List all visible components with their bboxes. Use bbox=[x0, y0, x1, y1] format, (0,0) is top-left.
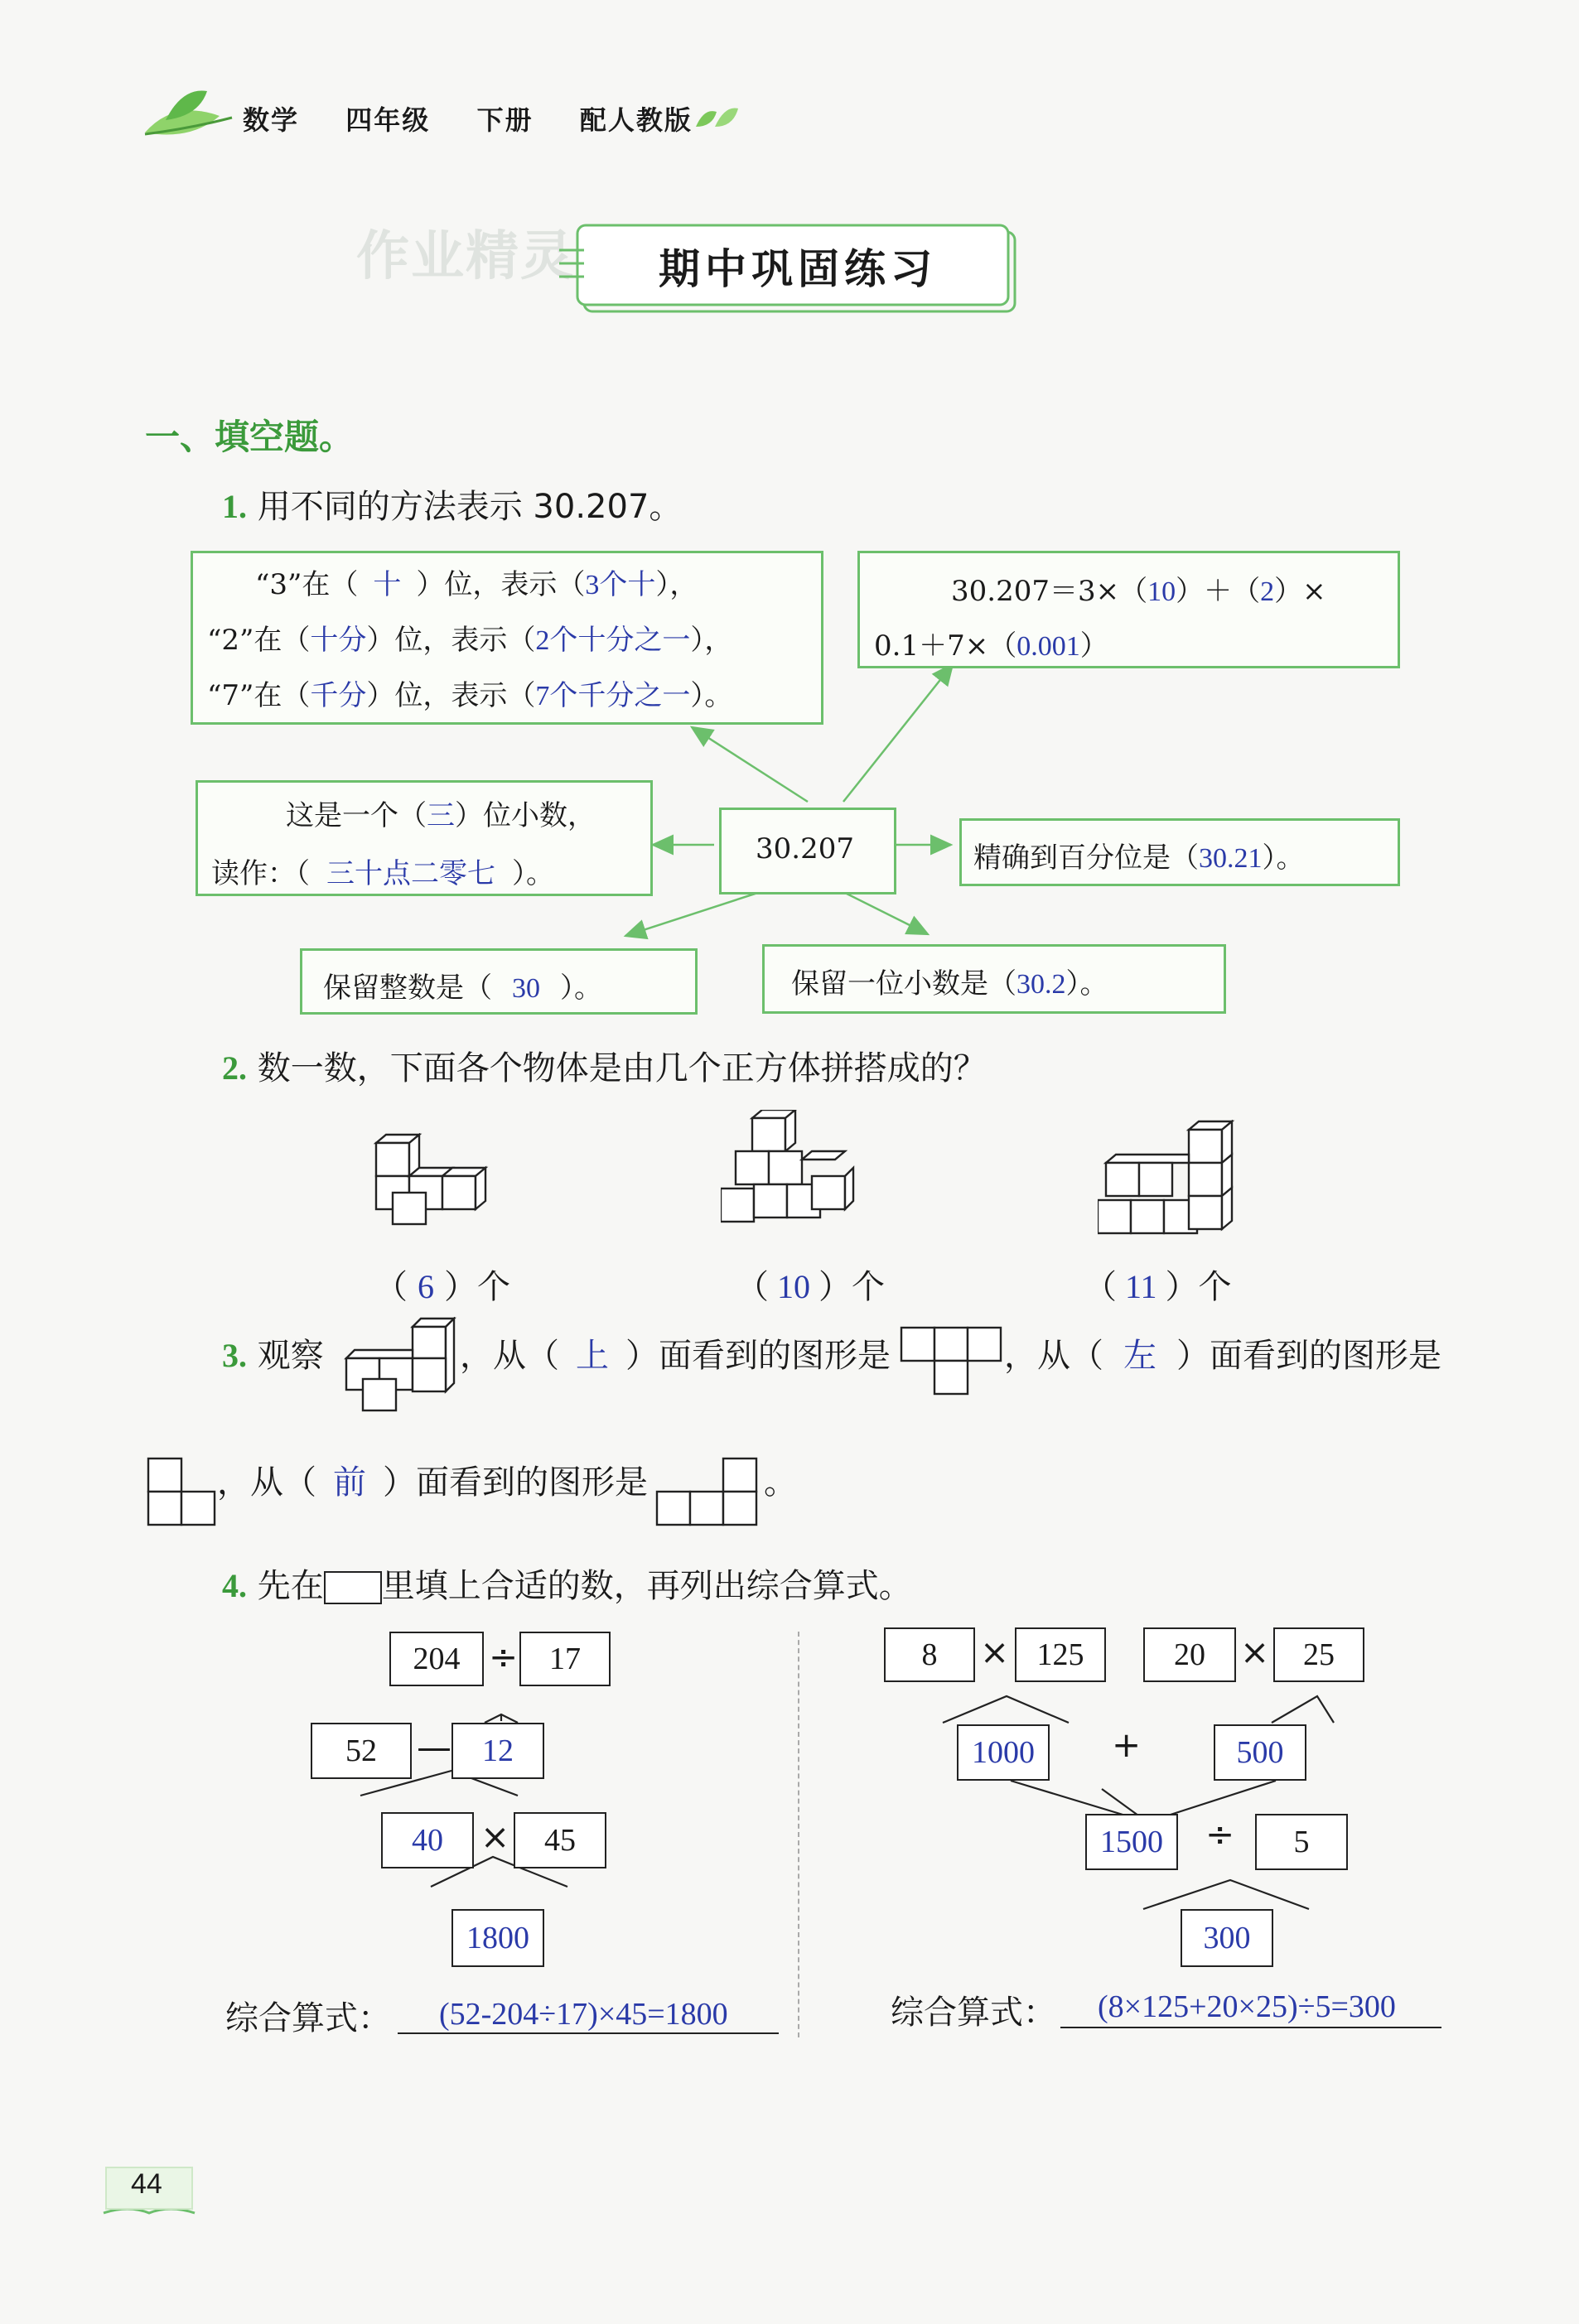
q4r-op-2: × bbox=[1240, 1632, 1270, 1672]
text: ）位，表示（ bbox=[416, 568, 586, 601]
q1-round-integer bbox=[323, 965, 602, 1005]
q1-center-number: 30.207 bbox=[756, 832, 854, 865]
header-grade: 四年级 bbox=[345, 104, 431, 136]
q4r-box-7: 1500 bbox=[1085, 1814, 1178, 1870]
answer: 6 bbox=[418, 1268, 434, 1305]
q1-expand-line-2 bbox=[874, 623, 1108, 663]
text: ）＋（ bbox=[1176, 575, 1261, 608]
text: ，从（ bbox=[1004, 1337, 1103, 1375]
text: ）， bbox=[690, 624, 733, 657]
answer: 左 bbox=[1123, 1337, 1156, 1374]
q4l-op-1: ÷ bbox=[489, 1637, 519, 1677]
q1-arrows bbox=[0, 0, 1579, 1077]
section-heading: 一、填空题。 bbox=[145, 417, 355, 457]
text: “3”在（ bbox=[255, 568, 359, 601]
answer: 10 bbox=[777, 1268, 810, 1305]
answer: 2 bbox=[1260, 576, 1275, 607]
cube-figure-3 bbox=[1098, 1120, 1247, 1252]
answer: 前 bbox=[333, 1463, 366, 1501]
answer: 30.21 bbox=[1199, 843, 1263, 874]
answer: 十分 bbox=[310, 625, 367, 656]
text: （ bbox=[374, 1268, 408, 1306]
q4l-box-3: 52 bbox=[311, 1723, 412, 1779]
answer: 十 bbox=[373, 570, 402, 600]
q3-sentence-3 bbox=[217, 1456, 648, 1503]
q1-expand-line-1 bbox=[951, 568, 1326, 609]
q1-digits-line-2 bbox=[211, 851, 554, 891]
q4r-box-8: 5 bbox=[1255, 1814, 1348, 1870]
answer: 30.2 bbox=[1016, 969, 1066, 1000]
answer: (8×125+20×25)÷5=300 bbox=[1098, 1989, 1396, 2024]
text: “2”在（ bbox=[207, 624, 311, 657]
q4r-op-1: × bbox=[980, 1632, 1010, 1672]
watermark: 作业精灵 bbox=[356, 226, 575, 287]
text: 保留一位小数是（ bbox=[791, 967, 1016, 1000]
q4l-box-7: 1800 bbox=[451, 1909, 544, 1967]
text: ）。 bbox=[1065, 967, 1108, 1000]
q3-label bbox=[222, 1329, 324, 1377]
q4l-box-4: 12 bbox=[451, 1723, 544, 1779]
q4r-formula bbox=[1060, 1984, 1441, 2028]
text: ）面看到的图形是 bbox=[1176, 1337, 1441, 1375]
text: ）个 bbox=[818, 1268, 885, 1306]
text: ）。 bbox=[690, 679, 733, 712]
q4r-box-1: 8 bbox=[884, 1627, 975, 1682]
q1-round-hundredth bbox=[973, 835, 1305, 875]
text: （ bbox=[736, 1268, 769, 1306]
q4r-box-6: 500 bbox=[1214, 1724, 1306, 1781]
cube-figure-1 bbox=[365, 1133, 505, 1241]
answer: (52-204÷17)×45=1800 bbox=[439, 1997, 728, 2032]
answer: 上 bbox=[576, 1337, 609, 1374]
q1-place-line-3 bbox=[207, 673, 732, 713]
q3-number: 3. bbox=[222, 1337, 247, 1374]
q2-text: 数一数，下面各个物体是由几个正方体拼搭成的？ bbox=[257, 1049, 987, 1087]
q3-text-a: 观察 bbox=[257, 1337, 324, 1375]
q3-sentence-2 bbox=[1004, 1329, 1441, 1377]
header-subject: 数学 bbox=[243, 104, 300, 136]
text: ）。 bbox=[560, 972, 602, 1005]
text: ）× bbox=[1274, 575, 1326, 608]
q4l-box-5: 40 bbox=[381, 1812, 474, 1868]
q2-answer-3 bbox=[1084, 1261, 1232, 1308]
q4r-box-3: 20 bbox=[1143, 1627, 1236, 1682]
q4-number: 4. bbox=[222, 1567, 247, 1604]
q4r-box-5: 1000 bbox=[957, 1724, 1050, 1781]
text: ）， bbox=[655, 568, 698, 601]
q4l-box-2: 17 bbox=[519, 1632, 611, 1686]
text: 保留整数是（ bbox=[323, 972, 492, 1005]
header-volume: 下册 bbox=[476, 104, 534, 136]
q4l-box-1: 204 bbox=[389, 1632, 484, 1686]
q3-top-view bbox=[899, 1325, 1007, 1408]
q2-number: 2. bbox=[222, 1049, 247, 1087]
q3-solid-figure bbox=[338, 1317, 462, 1420]
text: 里填上合适的数，再列出综合算式。 bbox=[381, 1567, 912, 1605]
q4r-box-2: 125 bbox=[1015, 1627, 1106, 1682]
q3-front-view bbox=[654, 1456, 766, 1531]
q3-sentence-1 bbox=[460, 1329, 891, 1377]
text: 先在 bbox=[257, 1567, 324, 1605]
text: “7”在（ bbox=[207, 679, 311, 712]
answer: 0.001 bbox=[1016, 631, 1080, 662]
text: ）位小数， bbox=[455, 799, 596, 832]
q4r-op-3: + bbox=[1112, 1724, 1142, 1765]
q4l-op-2: — bbox=[417, 1727, 451, 1767]
q2-answer-1 bbox=[374, 1261, 510, 1308]
q4l-op-3: × bbox=[480, 1816, 510, 1857]
text: ）个 bbox=[1165, 1268, 1232, 1306]
text: 精确到百分位是（ bbox=[973, 841, 1199, 875]
answer: 11 bbox=[1125, 1268, 1157, 1305]
q1-place-line-1 bbox=[255, 562, 698, 602]
answer: 三 bbox=[427, 801, 455, 832]
text: 30.207＝3×（ bbox=[951, 575, 1148, 608]
text: 0.1＋7×（ bbox=[874, 629, 1017, 663]
q1-text: 用不同的方法表示 30.207。 bbox=[257, 488, 683, 526]
q4l-box-6: 45 bbox=[514, 1812, 606, 1868]
answer: 千分 bbox=[310, 681, 367, 711]
answer: 三十点二零七 bbox=[326, 859, 495, 890]
text: ）。 bbox=[1262, 841, 1305, 875]
q1-round-tenth bbox=[791, 961, 1108, 1001]
q2-prompt bbox=[222, 1042, 987, 1089]
q3-end: 。 bbox=[764, 1463, 797, 1502]
text: ）个 bbox=[444, 1268, 510, 1306]
q2-answer-2 bbox=[736, 1261, 885, 1308]
text: ）位，表示（ bbox=[366, 679, 536, 712]
q4l-formula-label: 综合算式： bbox=[225, 1999, 391, 2037]
answer: 10 bbox=[1147, 576, 1176, 607]
q4r-box-9: 300 bbox=[1181, 1909, 1273, 1967]
text: ，从（ bbox=[217, 1463, 316, 1502]
text: 这是一个（ bbox=[286, 799, 427, 832]
page-title: 期中巩固练习 bbox=[659, 245, 937, 293]
q3-left-view bbox=[146, 1456, 220, 1531]
q1-place-line-2 bbox=[207, 617, 732, 658]
text: ，从（ bbox=[460, 1337, 559, 1375]
q4r-box-4: 25 bbox=[1273, 1627, 1364, 1682]
q4l-formula bbox=[398, 1989, 779, 2034]
answer: 30 bbox=[512, 973, 540, 1004]
text: ） bbox=[1079, 629, 1108, 663]
q1-number: 1. bbox=[222, 488, 247, 525]
text: ）位，表示（ bbox=[366, 624, 536, 657]
page-number: 44 bbox=[131, 2168, 162, 2200]
answer: 2个十分之一 bbox=[535, 625, 691, 656]
text: ）面看到的图形是 bbox=[625, 1337, 891, 1375]
text: ）。 bbox=[512, 857, 554, 890]
header-edition: 配人教版 bbox=[579, 104, 693, 136]
text: ）面看到的图形是 bbox=[383, 1463, 648, 1502]
text: 读作：（ bbox=[211, 857, 310, 890]
answer: 7个千分之一 bbox=[535, 681, 691, 711]
q1-digits-line-1 bbox=[286, 793, 596, 833]
text: （ bbox=[1084, 1268, 1117, 1306]
q4r-formula-label: 综合算式： bbox=[891, 1994, 1056, 2032]
answer: 3个十 bbox=[585, 570, 656, 600]
q4r-op-4: ÷ bbox=[1205, 1814, 1235, 1854]
cube-figure-2 bbox=[721, 1110, 878, 1246]
